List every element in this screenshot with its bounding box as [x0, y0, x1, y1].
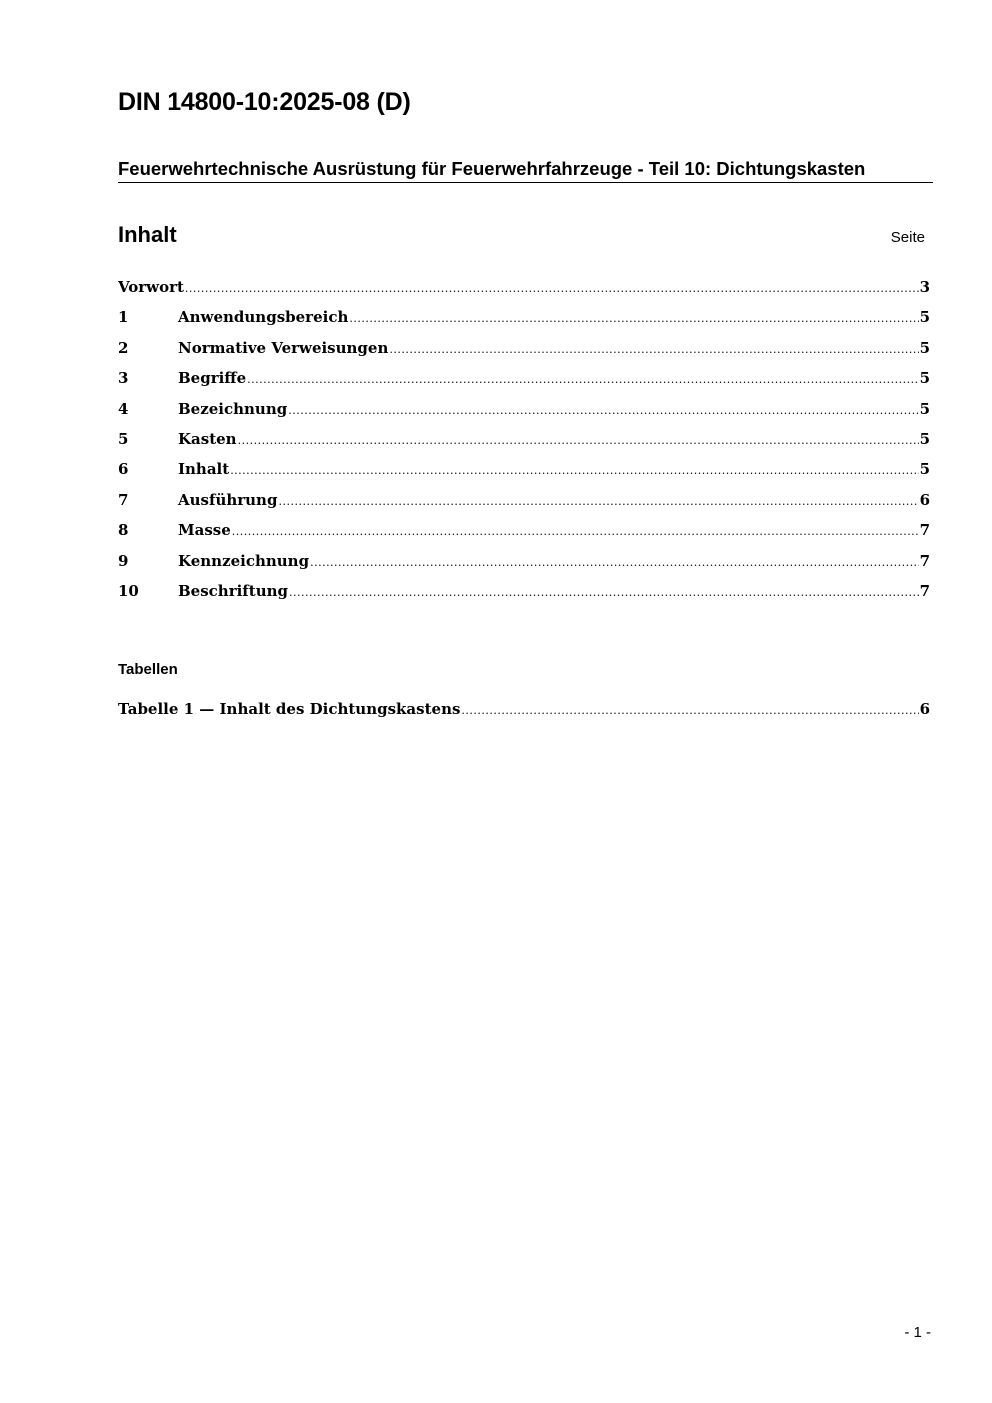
toc-entry-page: 5: [919, 369, 930, 388]
toc-dot-leader: [288, 404, 918, 417]
toc-entry-number: 10: [118, 581, 139, 600]
toc-dot-leader: [310, 556, 918, 569]
toc-entry-page: 3: [919, 278, 930, 296]
toc-entry-label: Beschriftung: [178, 581, 288, 600]
document-title: Feuerwehrtechnische Ausrüstung für Feuerwehrfahrzeuge - Teil 10: Dichtungskasten: [118, 158, 933, 183]
toc-dot-leader: [247, 373, 918, 386]
toc-dot-leader: [461, 704, 918, 717]
page-number: - 1 -: [904, 1324, 931, 1341]
toc-entry-8[interactable]: [118, 521, 930, 551]
toc-entry-page: 5: [919, 460, 930, 479]
toc-dot-leader: [349, 312, 918, 325]
toc-entry-label: Vorwort: [118, 278, 184, 296]
toc-list: [118, 278, 930, 612]
toc-entry-label: Normative Verweisungen: [178, 338, 389, 357]
toc-entry-label: Kasten: [178, 429, 237, 448]
toc-entry-page: 7: [919, 581, 930, 600]
toc-entry-page: 5: [919, 429, 930, 448]
toc-dot-leader: [238, 434, 919, 447]
toc-entry-10[interactable]: [118, 582, 930, 612]
toc-entry-number: 6: [118, 460, 129, 479]
toc-entry-number: 9: [118, 551, 129, 570]
toc-entry-2[interactable]: [118, 339, 930, 369]
toc-entry-label: Anwendungsbereich: [178, 308, 349, 327]
toc-entry-7[interactable]: [118, 491, 930, 521]
toc-entry-page: 7: [919, 521, 930, 540]
toc-entry-number: 2: [118, 338, 129, 357]
tables-entry-label: Tabelle 1 — Inhalt des Dichtungskastens: [118, 700, 461, 718]
toc-entry-page: 5: [919, 308, 930, 327]
toc-entry-label: Begriffe: [178, 369, 247, 388]
tables-entry-page: 6: [919, 700, 930, 718]
toc-entry-page: 5: [919, 399, 930, 418]
tables-list: [118, 700, 930, 730]
toc-dot-leader: [278, 495, 918, 508]
document-id: DIN 14800-10:2025-08 (D): [118, 88, 411, 116]
toc-entry-9[interactable]: [118, 552, 930, 582]
toc-page-column-label: Seite: [890, 229, 925, 246]
toc-entry-6[interactable]: [118, 460, 930, 490]
toc-heading: Inhalt: [118, 222, 177, 247]
toc-entry-number: 1: [118, 308, 129, 327]
toc-dot-leader: [230, 464, 918, 477]
toc-entry-number: 4: [118, 399, 129, 418]
toc-entry-vorwort[interactable]: [118, 278, 930, 308]
toc-entry-5[interactable]: [118, 430, 930, 460]
toc-entry-3[interactable]: [118, 369, 930, 399]
toc-entry-label: Inhalt: [178, 460, 230, 479]
toc-entry-page: 5: [919, 338, 930, 357]
toc-entry-number: 7: [118, 490, 129, 509]
toc-entry-number: 5: [118, 429, 129, 448]
toc-entry-page: 6: [919, 490, 930, 509]
toc-entry-page: 7: [919, 551, 930, 570]
toc-entry-label: Masse: [178, 521, 231, 540]
toc-entry-number: 3: [118, 369, 129, 388]
toc-entry-label: Ausführung: [178, 490, 278, 509]
toc-dot-leader: [185, 282, 919, 295]
tables-entry-1[interactable]: [118, 700, 930, 730]
toc-entry-1[interactable]: [118, 308, 930, 338]
toc-dot-leader: [389, 343, 918, 356]
toc-entry-4[interactable]: [118, 400, 930, 430]
tables-heading: Tabellen: [118, 661, 178, 678]
toc-dot-leader: [232, 525, 919, 538]
toc-entry-label: Kennzeichnung: [178, 551, 310, 570]
toc-dot-leader: [289, 586, 919, 599]
toc-entry-label: Bezeichnung: [178, 399, 288, 418]
toc-entry-number: 8: [118, 521, 129, 540]
